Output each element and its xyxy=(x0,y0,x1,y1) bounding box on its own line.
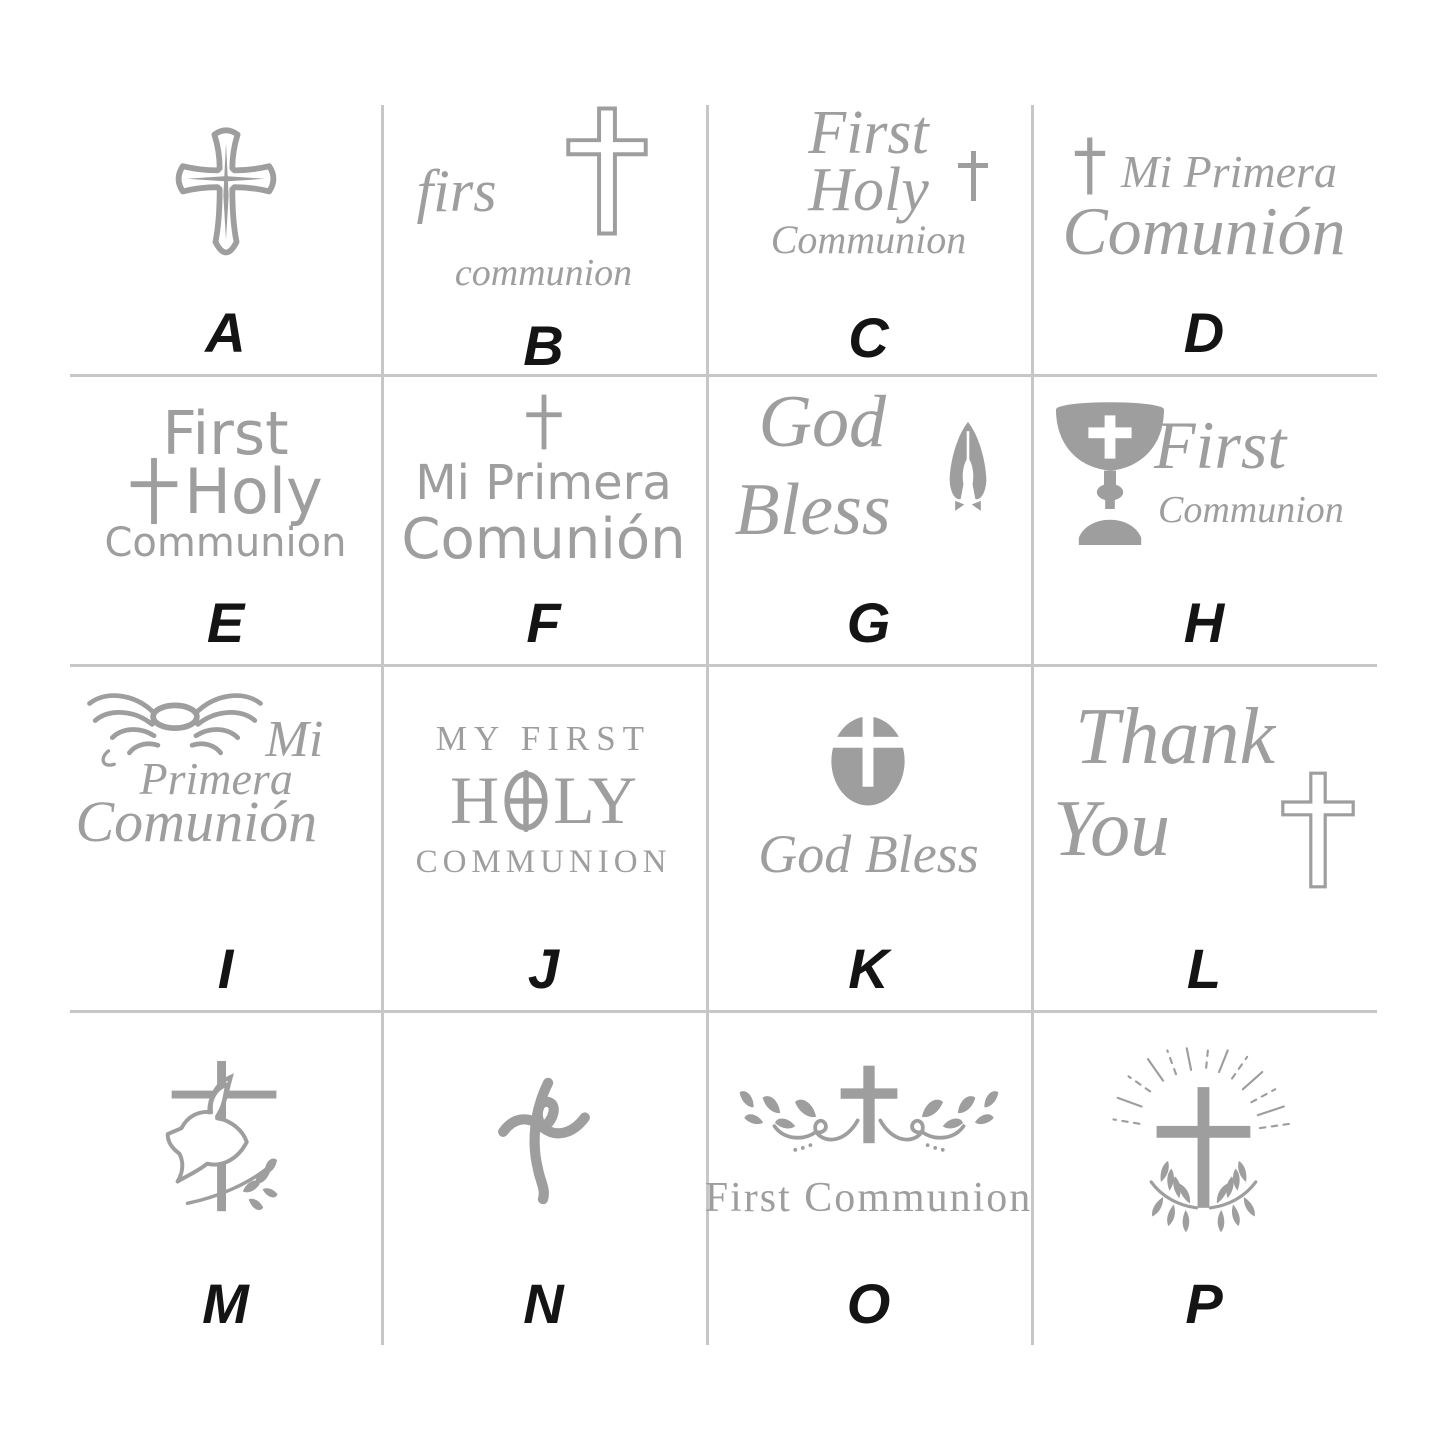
circle-cross-icon xyxy=(502,768,550,834)
design-text: Mi Primera xyxy=(1121,146,1337,197)
design-cell-o[interactable] xyxy=(706,1010,1031,1345)
design-cell-e[interactable] xyxy=(70,374,381,664)
plus-cross-icon xyxy=(128,456,180,526)
oval-cross-icon xyxy=(829,715,907,807)
design-text: Bless xyxy=(734,468,891,551)
design-text: MY FIRST xyxy=(435,719,652,758)
design-cell-i[interactable] xyxy=(70,664,381,1010)
praying-hands-icon xyxy=(935,420,1001,512)
design-text: firs xyxy=(416,158,497,224)
design-text: Communion xyxy=(104,519,347,566)
design-text: Holy xyxy=(808,156,929,225)
design-text: First Communion xyxy=(704,1174,1033,1221)
design-text: Mi Primera xyxy=(415,454,672,511)
small-cross-icon xyxy=(955,149,991,203)
small-cross-icon xyxy=(1071,134,1109,198)
plus-cross-icon xyxy=(523,393,565,451)
design-text: COMMUNION xyxy=(415,844,672,880)
design-text: Comunión xyxy=(1062,193,1346,269)
option-letter: A xyxy=(205,301,246,364)
option-letter: D xyxy=(1183,301,1225,364)
design-cell-l[interactable] xyxy=(1031,664,1377,1010)
design-text: Holy xyxy=(184,454,323,528)
option-letter: I xyxy=(217,937,234,1000)
option-letter: B xyxy=(523,314,564,377)
dove-cross-branch-icon xyxy=(147,1057,305,1225)
design-cell-d[interactable] xyxy=(1031,105,1377,374)
option-letter: L xyxy=(1186,937,1222,1000)
design-text: LY xyxy=(553,762,637,838)
option-letter: H xyxy=(1183,591,1225,654)
design-text: God xyxy=(758,380,886,463)
option-letter: G xyxy=(846,591,891,654)
option-letter: P xyxy=(1185,1272,1223,1335)
option-letter: M xyxy=(202,1272,249,1335)
design-cell-a[interactable] xyxy=(70,105,381,374)
design-text: First xyxy=(162,398,289,469)
design-text: Comunión xyxy=(75,789,318,854)
option-letter: C xyxy=(848,306,889,369)
leaf-flourish-cross-icon xyxy=(719,1060,1019,1164)
latin-cross-outline-icon xyxy=(1281,770,1355,890)
option-letter: N xyxy=(523,1272,564,1335)
design-cell-j[interactable] xyxy=(381,664,706,1010)
design-cell-h[interactable] xyxy=(1031,374,1377,664)
radiant-cross-laurel-icon xyxy=(1102,1044,1306,1238)
design-cell-c[interactable] xyxy=(706,99,1031,374)
ribbon-cross-icon xyxy=(493,1073,595,1209)
latin-cross-outline-icon xyxy=(563,105,651,237)
design-text: First xyxy=(808,99,929,167)
design-cell-g[interactable] xyxy=(706,374,1031,664)
design-text: First xyxy=(1154,407,1287,483)
ornate-cross-icon xyxy=(168,124,284,282)
design-text: You xyxy=(1053,785,1171,873)
design-text: Mi xyxy=(265,711,324,768)
design-text: Thank xyxy=(1075,693,1275,781)
design-text: Comunión xyxy=(401,506,686,572)
design-cell-p[interactable] xyxy=(1031,1010,1377,1345)
design-cell-b[interactable] xyxy=(381,105,706,377)
design-text: Communion xyxy=(1158,489,1344,531)
option-letter: O xyxy=(846,1272,891,1335)
chalice-cross-icon xyxy=(1050,396,1170,550)
design-cell-f[interactable] xyxy=(381,374,706,664)
design-text: H xyxy=(450,762,500,838)
design-text: God Bless xyxy=(758,824,979,884)
option-letter: E xyxy=(206,591,245,654)
design-text: Primera xyxy=(139,753,293,804)
design-cell-n[interactable] xyxy=(381,1010,706,1345)
design-cell-k[interactable] xyxy=(706,664,1031,1010)
design-cell-m[interactable] xyxy=(70,1010,381,1345)
option-letter: K xyxy=(848,937,889,1000)
design-text: Communion xyxy=(770,217,967,263)
design-text: communion xyxy=(454,252,633,294)
option-letter: F xyxy=(526,591,561,654)
option-letter: J xyxy=(527,937,560,1000)
